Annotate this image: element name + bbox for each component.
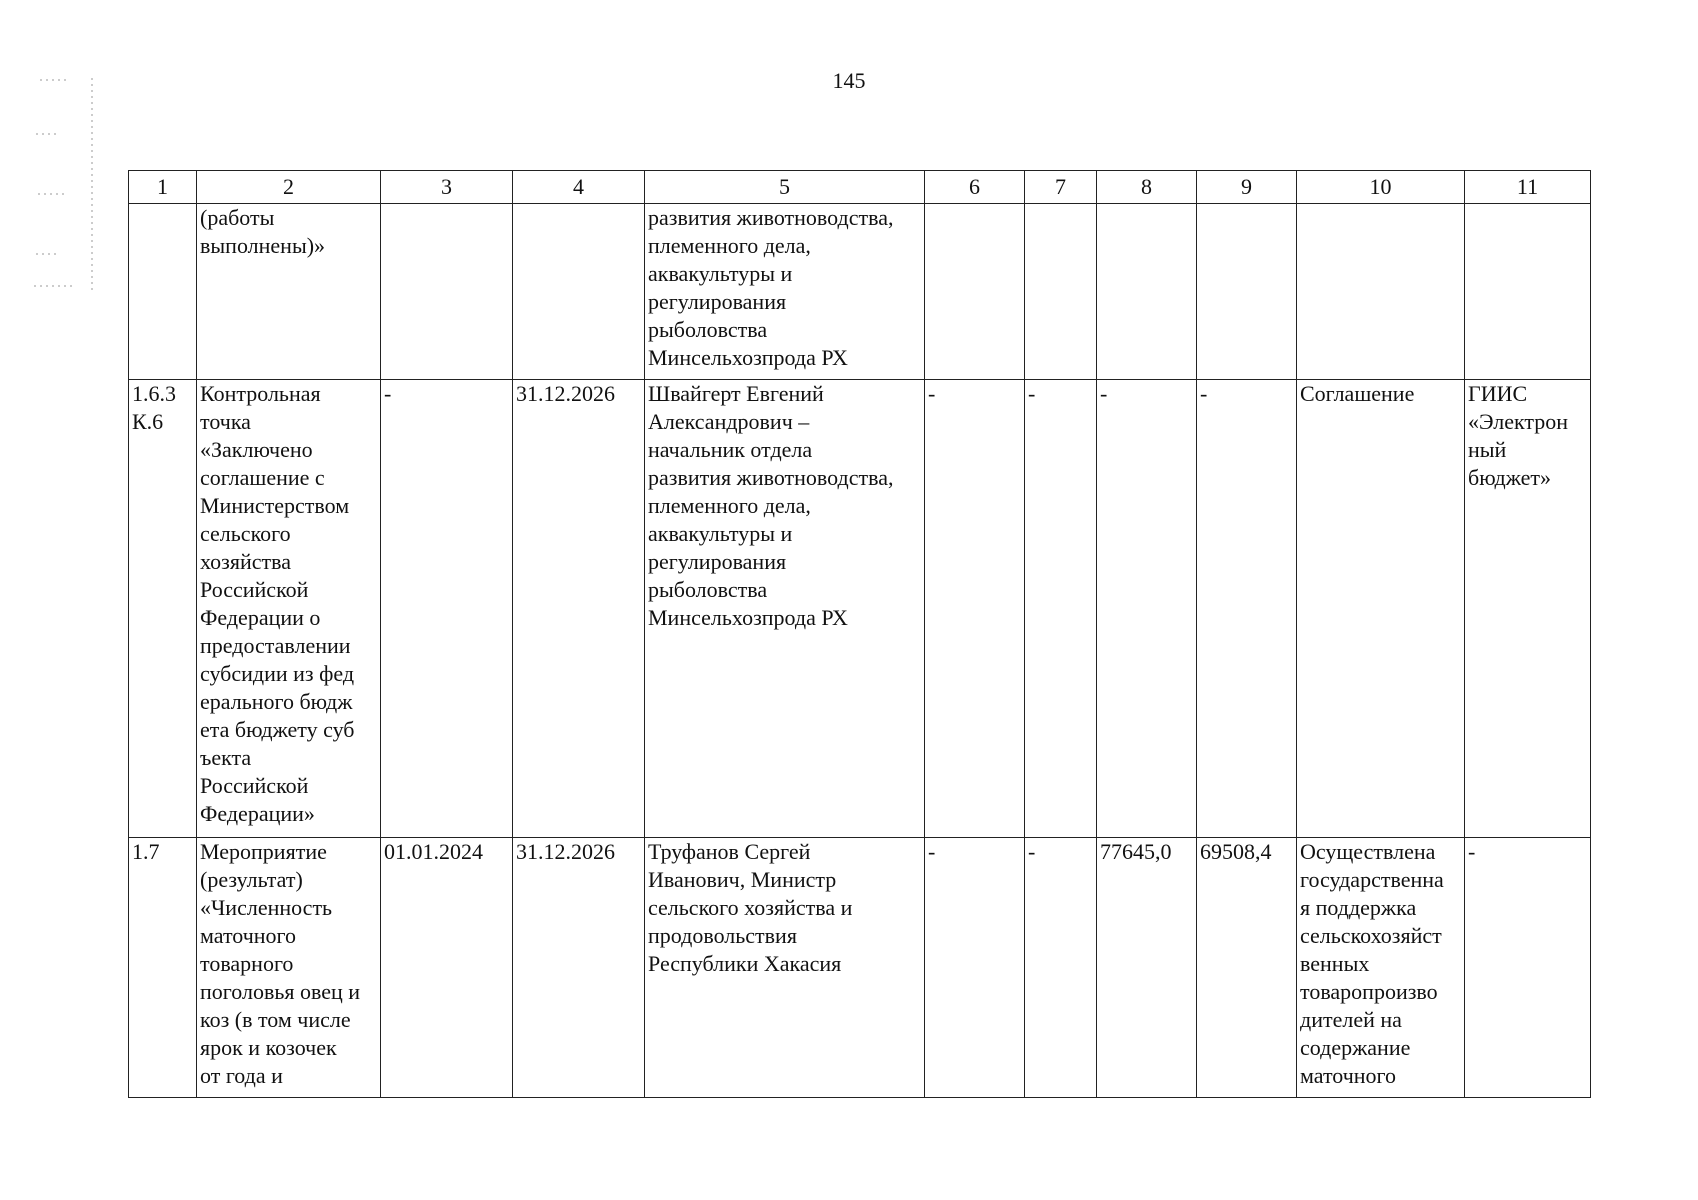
cell-col8: - xyxy=(1097,380,1197,838)
cell-start-date: 01.01.2024 xyxy=(381,838,513,1098)
column-header: 5 xyxy=(645,171,925,204)
column-header: 6 xyxy=(925,171,1025,204)
cell-name: Контрольная точка «Заключено соглашение с Министерством сельского хозяйства Российской Федерации о предоставлении субсидии из фед ерального бюдж ета бюджету суб ъекта Российской Федерации» xyxy=(197,380,381,838)
column-header: 10 xyxy=(1297,171,1465,204)
cell-responsible: развития животноводства, племенного дела, аквакультуры и регулирования рыболовства Минсельхозпрода РХ xyxy=(645,204,925,380)
cell-end-date: 31.12.2026 xyxy=(513,380,645,838)
table-row xyxy=(129,380,1591,838)
column-header: 11 xyxy=(1465,171,1591,204)
cell-number xyxy=(129,204,197,380)
cell-col8: 77645,0 xyxy=(1097,838,1197,1098)
cell-end-date: 31.12.2026 xyxy=(513,838,645,1098)
cell-start-date xyxy=(381,204,513,380)
cell-responsible: Швайгерт Евгений Александрович – начальник отдела развития животноводства, племенного дела, аквакультуры и регулирования рыболовства Минсельхозпрода РХ xyxy=(645,380,925,838)
column-header: 1 xyxy=(129,171,197,204)
cell-result xyxy=(1297,204,1465,380)
cell-col6 xyxy=(925,204,1025,380)
cell-col6: - xyxy=(925,380,1025,838)
column-header: 8 xyxy=(1097,171,1197,204)
cell-result: Осуществлена государственна я поддержка сельскохозяйст венных товаропроизво дителей на содержание маточного xyxy=(1297,838,1465,1098)
cell-col6: - xyxy=(925,838,1025,1098)
cell-name: (работы выполнены)» xyxy=(197,204,381,380)
margin-scan-marks xyxy=(30,74,102,294)
cell-col9: 69508,4 xyxy=(1197,838,1297,1098)
cell-col7: - xyxy=(1025,838,1097,1098)
cell-name: Мероприятие (результат) «Численность маточного товарного поголовья овец и коз (в том числе ярок и козочек от года и xyxy=(197,838,381,1098)
cell-col9: - xyxy=(1197,380,1297,838)
cell-col9 xyxy=(1197,204,1297,380)
table-row xyxy=(129,204,1591,380)
cell-number: 1.6.3 К.6 xyxy=(129,380,197,838)
cell-responsible: Труфанов Сергей Иванович, Министр сельского хозяйства и продовольствия Республики Хакасия xyxy=(645,838,925,1098)
cell-start-date: - xyxy=(381,380,513,838)
cell-system xyxy=(1465,204,1591,380)
column-header: 7 xyxy=(1025,171,1097,204)
cell-number: 1.7 xyxy=(129,838,197,1098)
cell-col7 xyxy=(1025,204,1097,380)
table-header-row xyxy=(129,171,1591,204)
column-header: 3 xyxy=(381,171,513,204)
column-header: 4 xyxy=(513,171,645,204)
cell-system: ГИИС «Электрон ный бюджет» xyxy=(1465,380,1591,838)
page-number: 145 xyxy=(832,68,866,93)
cell-system: - xyxy=(1465,838,1591,1098)
cell-col7: - xyxy=(1025,380,1097,838)
cell-col8 xyxy=(1097,204,1197,380)
column-header: 9 xyxy=(1197,171,1297,204)
column-header: 2 xyxy=(197,171,381,204)
program-table xyxy=(128,170,1591,1098)
table-row xyxy=(129,838,1591,1098)
cell-end-date xyxy=(513,204,645,380)
cell-result: Соглашение xyxy=(1297,380,1465,838)
